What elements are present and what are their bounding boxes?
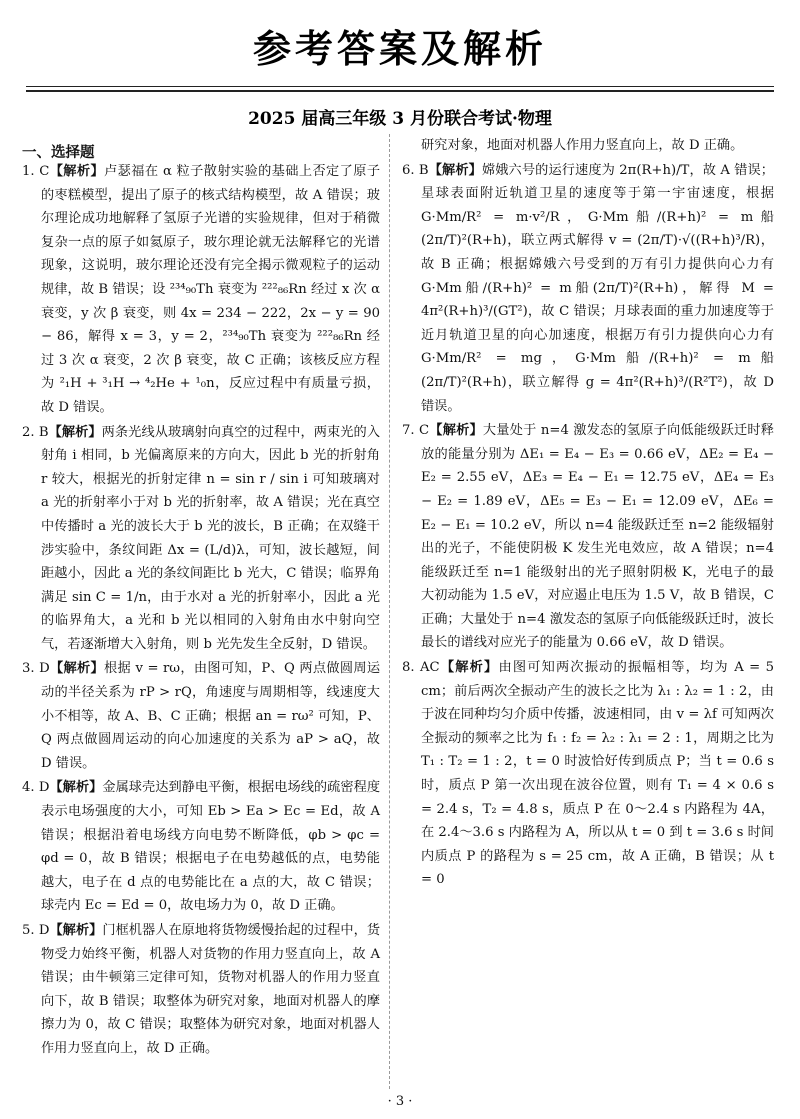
answer-item-3: 3. D【解析】根据 v = rω，由图可知，P、Q 两点做圆周运动的半径关系为 rP > rQ，角速度与周期相等，线速度大小不相等，故 A、B、C 正确；根据 an = rω² 可知，P、Q 两点做圆周运动的向心加速度的关系为 aP > aQ，故 D 错误。 — [22, 661, 381, 771]
header-rule-thick — [26, 90, 774, 92]
answer-item-6: 6. B【解析】嫦娥六号的运行速度为 2π(R+h)/T，故 A 错误；星球表面附近轨道卫星的速度等于第一宇宙速度，根据 G·Mm/R² = m·v²/R，G·Mm船/(R+h)² = m船(2π/T)²(R+h)，联立两式解得 v = (2π/T)·√((R+h)³/R)，故 B 正确；根据嫦娥六号受到的万有引力提供向心力有 G·Mm船/(R+h)² = m船(2π/T)²(R+h)，解得 M = 4π²(R+h)³/(GT²)，故 C 错误；月球表面的重力加速度等于近月轨道卫星的向心加速度，根据万有引力提供向心力有 G·Mm/R² = mg，G·Mm船/(R+h)² = m船(2π/T)²(R+h)，联立解得 g = 4π²(R+h)³/(R²T²)，故 D 错误。 — [402, 162, 774, 414]
answer-item-5: 5. D【解析】门框机器人在原地将货物缓慢抬起的过程中，货物受力始终平衡，机器人对货物的作用力竖直向上，故 A 错误；由牛顿第三定律可知，货物对机器人的作用力竖直向下，故 B 错误；取整体为研究对象，地面对机器人的摩擦力为 0，故 C 错误；取整体为研究对象，地面对机器人作用力竖直向上，故 D 正确。 — [22, 923, 381, 1056]
answer-item-1: 1. C【解析】卢瑟福在 α 粒子散射实验的基础上否定了原子的枣糕模型，提出了原子的核式结构模型，故 A 错误；玻尔理论成功地解释了氢原子光谱的实验规律，但对于稍微复杂一点的原子如氦原子，玻尔理论就无法解释它的光谱现象，这说明，玻尔理论还没有完全揭示微观粒子的运动规律，故 B 错误；设 ²³⁴₉₀Th 衰变为 ²²²₈₆Rn 经过 x 次 α 衰变，y 次 β 衰变，则 4x = 234 − 222，2x − y = 90 − 86，解得 x = 3，y = 2，²³⁴₉₀Th 衰变为 ²²²₈₆Rn 经过 3 次 α 衰变，2 次 β 衰变，故 C 正确；该核反应方程为 ²₁H + ³₁H → ⁴₂He + ¹₀n，反应过程中有质量亏损，故 D 错误。 — [22, 164, 381, 415]
column-divider — [389, 134, 390, 1089]
answer-item-4: 4. D【解析】金属球壳达到静电平衡，根据电场线的疏密程度表示电场强度的大小，可知 Eb > Ea > Ec = Ed，故 A 错误；根据沿着电场线方向电势不断降低，φb > φc = φd = 0，故 B 错误；根据电子在电势越低的点，电势能越大，电子在 d 点的电势能比在 a 点的大，故 C 错误；球壳内 Ec = Ed = 0，故电场力为 0，故 D 正确。 — [22, 780, 381, 914]
header-rule-thin — [26, 86, 774, 87]
exam-subtitle: 2025 届高三年级 3 月份联合考试·物理 — [248, 109, 552, 129]
right-column — [402, 134, 774, 893]
answer-5-continuation: 研究对象，地面对机器人作用力竖直向上，故 D 正确。 — [421, 138, 744, 153]
section-title: 一、选择题 — [22, 145, 95, 161]
answer-item-2: 2. B【解析】两条光线从玻璃射向真空的过程中，两束光的入射角 i 相同，b 光偏离原来的方向大，因此 b 光的折射角 r 较大，根据光的折射定律 n = sin r / sin i 可知玻璃对 a 光的折射率小于对 b 光的折射率，故 A 错误；光在真空中传播时 a 光的波长大于 b 光的波长，B 正确；在双缝干涉实验中，条纹间距 Δx = (L/d)λ，可知，波长越短，间距越小，因此 a 光的条纹间距比 b 光大，C 错误；临界角满足 sin C = 1/n，由于水对 a 光的折射率小，因此 a 光的临界角大，a 光和 b 光以相同的入射角由水中射向空气，若逐渐增大入射角，则 b 光先发生全反射，D 错误。 — [22, 424, 381, 652]
page-banner: 参考答案及解析 — [252, 27, 547, 71]
answer-item-7: 7. C【解析】大量处于 n=4 激发态的氢原子向低能级跃迁时释放的能量分别为 ΔE₁ = E₄ − E₃ = 0.66 eV，ΔE₂ = E₄ − E₂ = 2.55 eV，ΔE₃ = E₄ − E₁ = 12.75 eV，ΔE₄ = E₃ − E₂ = 1.89 eV，ΔE₅ = E₃ − E₁ = 12.09 eV，ΔE₆ = E₂ − E₁ = 10.2 eV，所以 n=4 能级跃迁至 n=2 能级辐射出的光子，不能使阴极 K 发生光电效应，故 A 错误；n=4 能级跃迁至 n=1 能级射出的光子照射阴极 K，光电子的最大初动能为 1.5 eV，对应遏止电压为 1.5 V，故 B 错误，C 正确；大量处于 n=4 激发态的氢原子向低能级跃迁时，波长最长的谱线对应光子的能量为 0.66 eV，故 D 错误。 — [402, 423, 774, 651]
left-column — [22, 160, 380, 1062]
page-number: · 3 · — [387, 1094, 413, 1109]
answer-item-8: 8. AC【解析】由图可知两次振动的振幅相等，均为 A = 5 cm；前后两次全振动产生的波长之比为 λ₁ : λ₂ = 1 : 2，由于波在同种均匀介质中传播，波速相同，由 v = λf 可知两次全振动的频率之比为 f₁ : f₂ = λ₂ : λ₁ = 2 : 1，周期之比为 T₁ : T₂ = 1 : 2，t = 0 时波恰好传到质点 P；当 t = 0.6 s 时，质点 P 第一次出现在波谷位置，则有 T₁ = 4 × 0.6 s = 2.4 s，T₂ = 4.8 s，质点 P 在 0～2.4 s 内路程为 4A，在 2.4～3.6 s 内路程为 A，所以从 t = 0 到 t = 3.6 s 时间内质点 P 的路程为 s = 25 cm，故 A 正确，B 错误；从 t = 0 — [402, 660, 774, 888]
